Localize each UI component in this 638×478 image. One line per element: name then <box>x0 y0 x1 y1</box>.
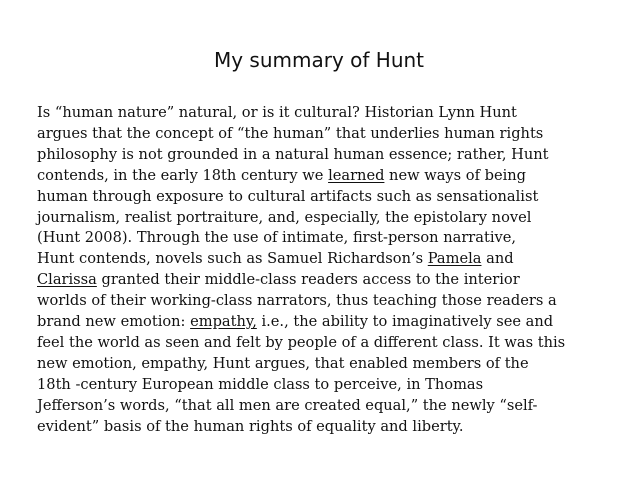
text-line <box>37 103 607 124</box>
text-line <box>37 291 607 312</box>
text-segment: (Hunt 2008). Through the use of intimate, first-person narrative, <box>37 229 517 247</box>
text-segment: argues that the concept of “the human” that underlies human rights <box>37 124 544 142</box>
text-segment: new ways of being <box>384 166 527 184</box>
text-line <box>37 354 607 375</box>
text-line <box>37 270 607 291</box>
text-segment: 18th -century European middle class to perceive, in Thomas <box>37 375 484 393</box>
text-segment: evident” basis of the human rights of equality and liberty. <box>37 417 464 435</box>
text-line <box>37 187 607 208</box>
text-segment: and <box>481 250 514 268</box>
text-segment: philosophy is not grounded in a natural human essence; rather, Hunt <box>37 145 549 163</box>
summary-paragraph <box>37 103 607 438</box>
slide-title: My summary of Hunt <box>213 48 425 72</box>
text-segment: brand new emotion: <box>37 313 191 331</box>
text-segment: contends, in the early 18th century we <box>37 166 329 184</box>
text-segment: new emotion, empathy, Hunt argues, that enabled members of the <box>37 354 529 372</box>
text-segment: Is “human nature” natural, or is it cultural? Historian Lynn Hunt <box>37 104 517 121</box>
text-segment: granted their middle-class readers access to the interior <box>96 271 520 289</box>
underlined-text: Pamela <box>427 250 482 268</box>
text-line <box>37 333 607 354</box>
text-line <box>37 249 607 270</box>
text-segment: Jefferson’s words, “that all men are created equal,” the newly “self- <box>37 396 538 414</box>
text-segment: feel the world as seen and felt by people of a different class. It was this <box>37 333 566 351</box>
underlined-text: Clarissa <box>37 271 97 289</box>
text-line <box>37 166 607 187</box>
text-segment: Hunt contends, novels such as Samuel Richardson’s <box>37 250 428 268</box>
text-segment: worlds of their working-class narrators, thus teaching those readers a <box>37 292 557 310</box>
text-line <box>37 208 607 229</box>
text-line <box>37 396 607 417</box>
underlined-text: empathy, <box>190 313 257 331</box>
text-segment: journalism, realist portraiture, and, especially, the epistolary novel <box>37 208 532 226</box>
text-line <box>37 124 607 145</box>
underlined-text: learned <box>328 166 385 184</box>
text-line <box>37 417 607 438</box>
text-line <box>37 145 607 166</box>
text-line <box>37 375 607 396</box>
text-segment: human through exposure to cultural artifacts such as sensationalist <box>37 187 539 205</box>
text-line <box>37 312 607 333</box>
text-segment: i.e., the ability to imaginatively see and <box>256 313 554 331</box>
text-line <box>37 228 607 249</box>
